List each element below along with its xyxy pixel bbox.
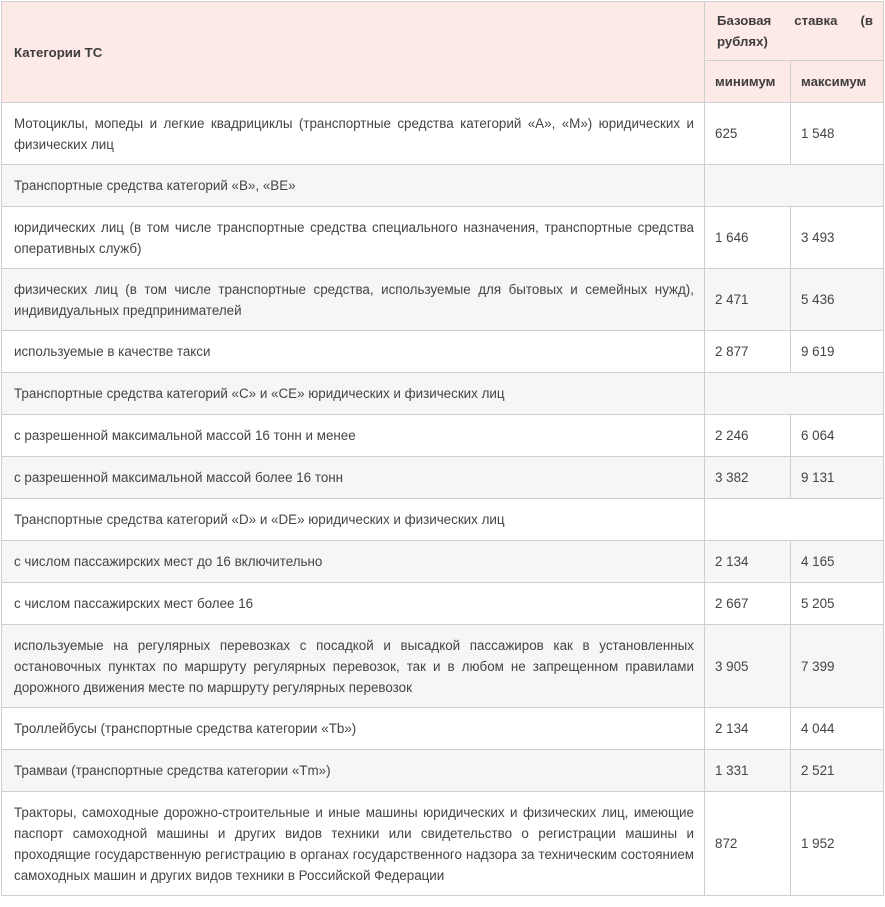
table-row — [2, 415, 884, 457]
row-min-value: 2 667 — [705, 583, 791, 625]
row-min-value: 2 134 — [705, 708, 791, 750]
row-min-value: 1 331 — [705, 750, 791, 792]
row-label: Тракторы, самоходные дорожно-строительные и иные машины юридических и физических лиц, имеющие паспорт самоходной машины и других видов техники или свидетельство о регистрации машины и проходящие государственную регистрацию в органах государственного надзора за техническим состоянием самоходных машин и других видов техники в Российской Федерации — [2, 792, 705, 896]
table-row — [2, 207, 884, 269]
table-body — [2, 103, 884, 896]
table-row — [2, 792, 884, 896]
row-max-value: 4 044 — [791, 708, 884, 750]
row-min-value: 625 — [705, 103, 791, 165]
row-label: с разрешенной максимальной массой 16 тонн и менее — [2, 415, 705, 457]
row-max-value: 9 131 — [791, 457, 884, 499]
max-header: максимум — [791, 61, 884, 103]
row-label: физических лиц (в том числе транспортные средства, используемые для бытовых и семейных нужд), индивидуальных предпринимателей — [2, 269, 705, 331]
table-row-section — [2, 499, 884, 541]
row-label: Мотоциклы, мопеды и легкие квадрициклы (транспортные средства категорий «А», «М») юридических и физических лиц — [2, 103, 705, 165]
table-row — [2, 750, 884, 792]
row-max-value: 2 521 — [791, 750, 884, 792]
table-row — [2, 457, 884, 499]
row-max-value: 1 548 — [791, 103, 884, 165]
table-row — [2, 269, 884, 331]
row-label: юридических лиц (в том числе транспортные средства специального назначения, транспортные средства оперативных служб) — [2, 207, 705, 269]
table-row — [2, 331, 884, 373]
row-label: Транспортные средства категорий «С» и «СЕ» юридических и физических лиц — [2, 373, 705, 415]
table-header — [2, 2, 884, 103]
table-row — [2, 541, 884, 583]
header-row-top — [2, 2, 884, 61]
row-max-value: 7 399 — [791, 625, 884, 708]
row-empty-value — [705, 373, 884, 415]
row-label: с числом пассажирских мест более 16 — [2, 583, 705, 625]
row-label: Трамваи (транспортные средства категории «Tm») — [2, 750, 705, 792]
row-min-value: 3 905 — [705, 625, 791, 708]
row-max-value: 4 165 — [791, 541, 884, 583]
row-min-value: 2 246 — [705, 415, 791, 457]
row-min-value: 872 — [705, 792, 791, 896]
row-max-value: 5 436 — [791, 269, 884, 331]
row-empty-value — [705, 499, 884, 541]
row-min-value: 1 646 — [705, 207, 791, 269]
row-max-value: 9 619 — [791, 331, 884, 373]
row-max-value: 1 952 — [791, 792, 884, 896]
table-row — [2, 103, 884, 165]
table-row-section — [2, 165, 884, 207]
row-label: с числом пассажирских мест до 16 включительно — [2, 541, 705, 583]
table-row — [2, 708, 884, 750]
row-label: используемые на регулярных перевозках с посадкой и высадкой пассажиров как в установленных остановочных пунктах по маршруту регулярных перевозок, так и в любом не запрещенном правилами дорожного движения месте по маршруту регулярных перевозок — [2, 625, 705, 708]
table-row — [2, 625, 884, 708]
row-label: Транспортные средства категорий «D» и «DE» юридических и физических лиц — [2, 499, 705, 541]
row-max-value: 6 064 — [791, 415, 884, 457]
row-min-value: 2 877 — [705, 331, 791, 373]
row-label: используемые в качестве такси — [2, 331, 705, 373]
row-min-value: 3 382 — [705, 457, 791, 499]
row-max-value: 3 493 — [791, 207, 884, 269]
row-empty-value — [705, 165, 884, 207]
min-header: минимум — [705, 61, 791, 103]
category-header: Категории ТС — [2, 2, 705, 103]
rates-table — [1, 1, 884, 896]
table-row — [2, 583, 884, 625]
row-label: с разрешенной максимальной массой более 16 тонн — [2, 457, 705, 499]
base-rate-header: Базовая ставка (в рублях) — [705, 2, 884, 61]
row-label: Троллейбусы (транспортные средства категории «Tb») — [2, 708, 705, 750]
row-max-value: 5 205 — [791, 583, 884, 625]
table-row-section — [2, 373, 884, 415]
row-min-value: 2 471 — [705, 269, 791, 331]
row-min-value: 2 134 — [705, 541, 791, 583]
row-label: Транспортные средства категорий «В», «ВЕ» — [2, 165, 705, 207]
